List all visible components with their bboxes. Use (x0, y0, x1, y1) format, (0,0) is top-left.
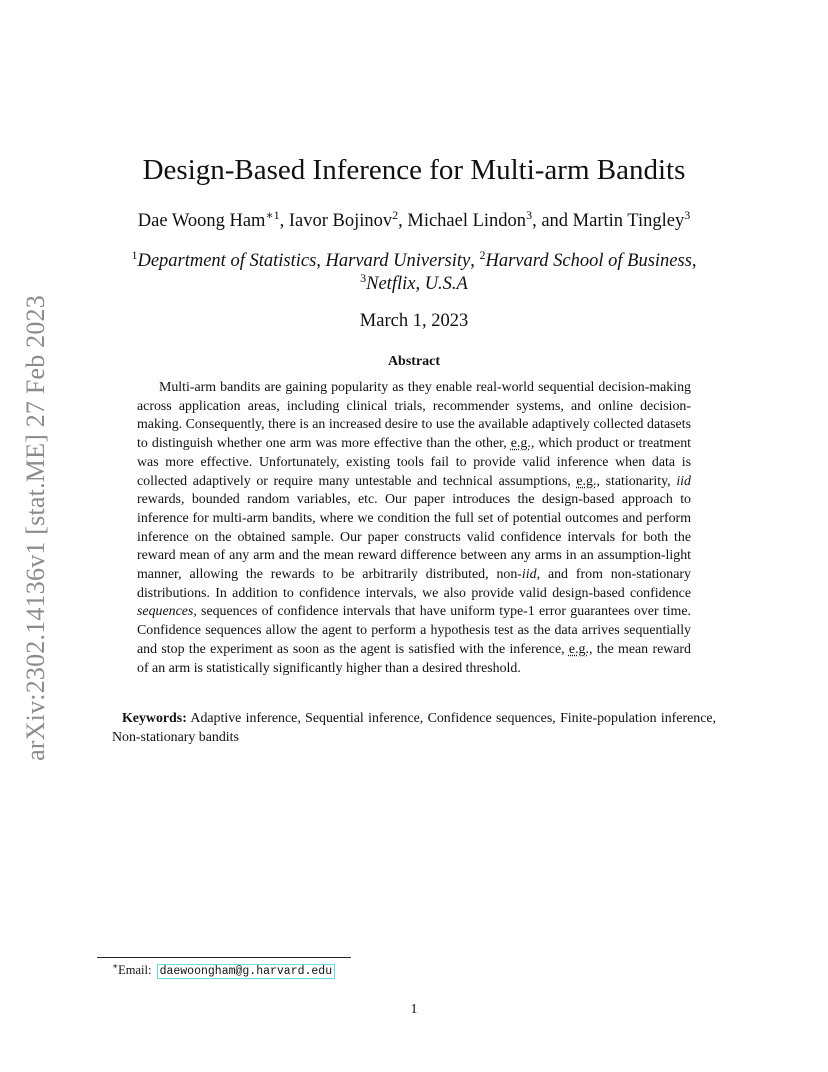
affiliation-mark: 1 (131, 248, 138, 262)
affiliations (0, 250, 828, 296)
footnote (112, 962, 335, 980)
abstract-text: rewards, bounded random variables, etc. Our paper introduces the design-based approach to inference for multi-arm bandits, where we condition the full set of potential outcomes and perform inference on the obtained sample. Our paper constructs valid confidence intervals for both the reward mean of any arm and the mean reward difference between any arms in an assumption-light manner, allowing the rewards to be arbitrarily distributed, non- (137, 492, 691, 583)
abstract-text: , stationarity, (596, 473, 677, 489)
author-name: Martin Tingley (572, 211, 685, 231)
affiliation-mark: 2 (479, 248, 486, 262)
abbreviation-eg: e.g. (510, 436, 531, 452)
author-list (0, 208, 828, 234)
footnote-mark: ∗ (112, 961, 119, 971)
author-affiliation-mark: 2 (392, 208, 399, 222)
abstract-text: , sequences of confidence intervals that have uniform type-1 error guarantees over time. Confidence sequences allow the agent to perform a hypothesis test as the data arrives sequentially and stop the experiment as soon as the agent is satisfied with the inference, (137, 604, 691, 657)
affiliation-mark: 3 (360, 271, 367, 285)
abstract-body (137, 379, 691, 678)
footnote-rule (97, 957, 351, 958)
author-name: Michael Lindon (407, 211, 527, 231)
author-separator: , and (532, 211, 573, 231)
affiliation-name: Harvard School of Business (485, 251, 692, 271)
keywords (112, 710, 716, 747)
italic-term-iid: iid (521, 567, 537, 583)
author-affiliation-mark: 3 (526, 208, 533, 222)
arxiv-stamp-text: arXiv:2302.14136v1 [stat.ME] 27 Feb 2023 (21, 295, 50, 761)
footnote-label: Email: (118, 963, 155, 977)
abbreviation-eg: e.g. (576, 473, 597, 489)
abstract-text: Multi-arm bandits are gaining popularity as they enable real-world sequential decision-making across application areas, including clinical trials, recommender systems, and online decision-making. Consequently, there is an increased desire to use the available adaptively collected datasets to distinguish whether one arm was more effective than the other, (137, 380, 691, 452)
page-number: 1 (410, 1002, 418, 1017)
author-affiliation-mark: ∗1 (265, 208, 280, 222)
abbreviation-eg: e.g. (568, 641, 589, 657)
author-affiliation-mark: 3 (684, 208, 691, 222)
paper-title: Design-Based Inference for Multi-arm Bandits (142, 154, 686, 186)
abstract-text: , and from non-stationary distributions. In addition to confidence intervals, we also provide valid design-based confidence (137, 567, 691, 601)
italic-term-sequences: sequences (137, 604, 194, 620)
keywords-label: Keywords: (122, 711, 187, 726)
italic-term-iid: iid (676, 473, 691, 489)
affiliation-name: Netflix, U.S.A (366, 274, 468, 294)
email-link[interactable]: daewoongham@g.harvard.edu (157, 964, 336, 979)
author-separator: , (279, 211, 289, 231)
abstract-heading: Abstract (387, 354, 441, 369)
author-name: Dae Woong Ham (137, 211, 266, 231)
affiliation-separator: , (691, 251, 697, 271)
affiliation-separator: , (470, 251, 480, 271)
keywords-text: Adaptive inference, Sequential inference, Confidence sequences, Finite-population inference, Non-stationary bandits (112, 711, 716, 745)
affiliation-name: Department of Statistics, Harvard University (137, 251, 471, 271)
author-name: Iavor Bojinov (288, 211, 393, 231)
abstract-text: , the mean reward of an arm is statistically significantly higher than a desired threshold. (137, 641, 692, 676)
paper-date: March 1, 2023 (359, 311, 469, 331)
author-separator: , (398, 211, 408, 231)
abstract-text: , which product or treatment was more effective. Unfortunately, existing tools fail to provide valid inference when data is collected adaptively or require many untestable and technical assumptions, (137, 436, 692, 489)
